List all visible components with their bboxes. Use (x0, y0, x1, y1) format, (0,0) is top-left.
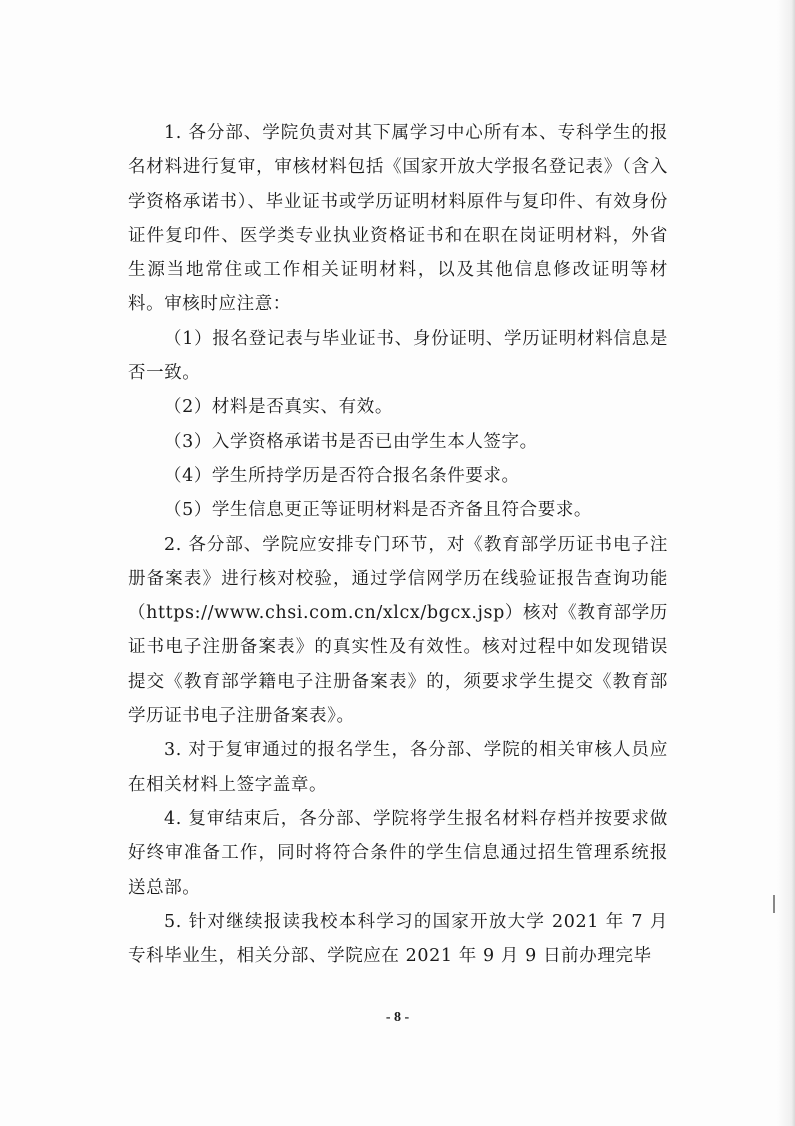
paragraph-1-item-1: （1）报名登记表与毕业证书、身份证明、学历证明材料信息是否一致。 (128, 328, 668, 384)
paragraph-2: 2. 各分部、学院应安排专门环节，对《教育部学历证书电子注册备案表》进行核对校验，通过学信网学历在线验证报告查询功能（https://www.chsi.com.cn/xlcx/bgcx.jsp）核对《教育部学历证书电子注册备案表》的真实性及有效性。核对过程中如发现错误提交《教育部学籍电子注册备案表》的，须要求学生提交《教育部学历证书电子注册备案表》。 (128, 534, 668, 727)
paragraph-4: 4. 复审结束后，各分部、学院将学生报名材料存档并按要求做好终审准备工作，同时将符合条件的学生信息通过招生管理系统报送总部。 (128, 808, 668, 898)
paragraph-3: 3. 对于复审通过的报名学生，各分部、学院的相关审核人员应在相关材料上签字盖章。 (128, 740, 668, 795)
paragraph-5: 5. 针对继续报读我校本科学习的国家开放大学 2021 年 7 月专科毕业生，相关分部、学院应在 2021 年 9 月 9 日前办理完毕 (128, 911, 668, 967)
paragraph-1-item-4: （4）学生所持学历是否符合报名条件要求。 (164, 465, 520, 486)
paragraph-1-item-2: （2）材料是否真实、有效。 (164, 397, 393, 418)
scan-edge-shadow (777, 0, 795, 1126)
page-number: - 8 - (385, 1010, 410, 1025)
paragraph-1-item-3: （3）入学资格承诺书是否已由学生本人签字。 (164, 431, 538, 452)
document-body (128, 116, 668, 973)
paragraph-1-item-5: （5）学生信息更正等证明材料是否齐备且符合要求。 (164, 500, 593, 521)
paragraph-1: 1. 各分部、学院负责对其下属学习中心所有本、专科学生的报名材料进行复审，审核材料包括《国家开放大学报名登记表》（含入学资格承诺书）、毕业证书或学历证明材料原件与复印件、有效身份证件复印件、医学类专业执业资格证书和在职在岗证明材料，外省生源当地常住或工作相关证明材料，以及其他信息修改证明等材料。审核时应注意： (128, 123, 668, 315)
scan-margin-mark (773, 895, 775, 913)
